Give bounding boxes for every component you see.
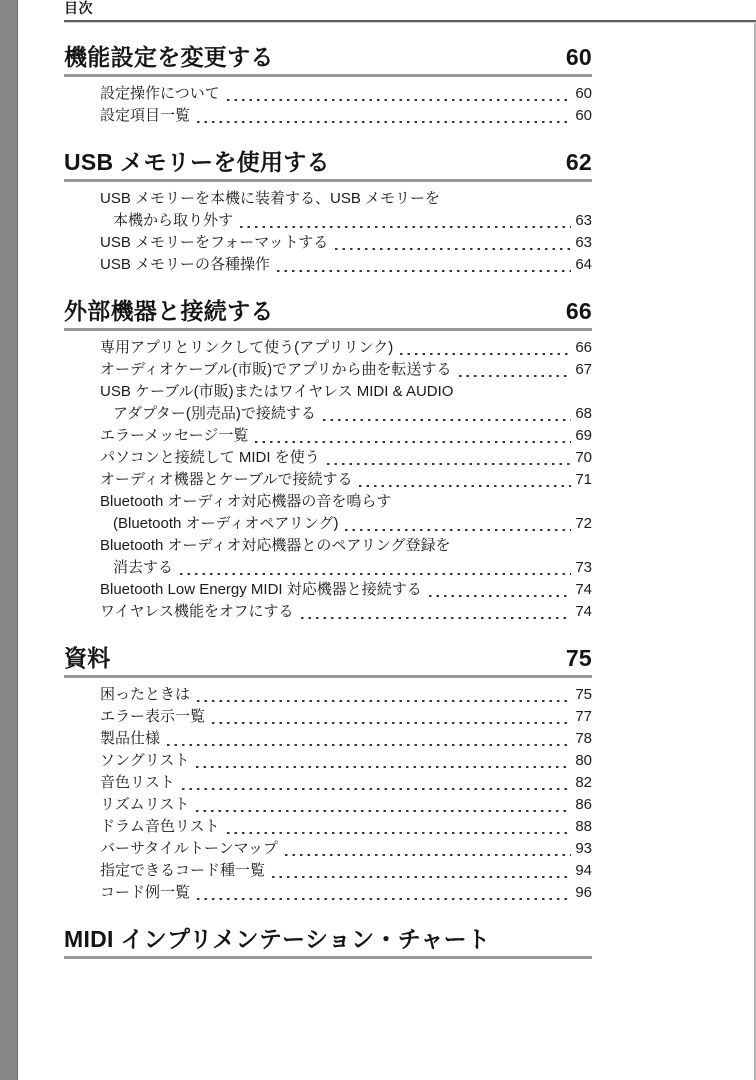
toc-page	[64, 22, 592, 959]
toc-entry-line	[100, 210, 592, 232]
section-heading	[64, 926, 592, 959]
entry-text: 消去する	[113, 559, 174, 576]
entry-text: エラー表示一覧	[100, 708, 206, 725]
entry-text: Bluetooth オーディオ対応機器とのペアリング登録を	[100, 537, 451, 554]
toc-entry-line	[100, 838, 592, 860]
toc-entry	[100, 254, 592, 276]
entry-page-number: 80	[575, 752, 592, 769]
entry-text: 指定できるコード種一覧	[100, 862, 266, 879]
dot-leader	[301, 617, 572, 619]
dot-leader	[327, 463, 572, 465]
toc-entry	[100, 860, 592, 882]
toc-entry-line	[100, 469, 592, 491]
toc-entry	[100, 491, 592, 535]
section-items	[64, 684, 592, 904]
section-heading	[64, 645, 592, 678]
entry-page-number: 60	[575, 85, 592, 102]
toc-entry-line	[100, 772, 592, 794]
entry-page-number: 63	[575, 234, 592, 251]
toc-entry-line	[100, 601, 592, 623]
entry-page-number: 71	[575, 471, 592, 488]
entry-text: 設定項目一覧	[100, 107, 191, 124]
toc-entry	[100, 794, 592, 816]
section-title: USB メモリーを使用する	[64, 149, 330, 175]
toc-entry-line	[100, 491, 592, 513]
entry-text: バーサタイルトーンマップ	[100, 840, 279, 857]
entry-text: ワイヤレス機能をオフにする	[100, 603, 294, 620]
entry-text: オーディオケーブル(市販)でアプリから曲を転送する	[100, 361, 452, 378]
toc-entry	[100, 706, 592, 728]
entry-page-number: 66	[575, 339, 592, 356]
toc-entry	[100, 188, 592, 232]
entry-page-number: 75	[575, 686, 592, 703]
toc-entry	[100, 359, 592, 381]
dot-leader	[197, 898, 571, 900]
section-title: 機能設定を変更する	[64, 44, 274, 70]
section-items	[64, 337, 592, 623]
toc-entry-line	[100, 535, 592, 557]
section-page-number: 60	[565, 44, 592, 70]
entry-page-number: 82	[575, 774, 592, 791]
dot-leader	[180, 573, 571, 575]
toc-entry	[100, 83, 592, 105]
section-items	[64, 83, 592, 127]
toc-entry-line	[100, 882, 592, 904]
section-heading	[64, 298, 592, 331]
dot-leader	[359, 485, 571, 487]
toc-entry-line	[100, 728, 592, 750]
toc-section	[64, 149, 592, 276]
entry-page-number: 88	[575, 818, 592, 835]
toc-section	[64, 926, 592, 959]
toc-entry-line	[100, 579, 592, 601]
toc-entry	[100, 838, 592, 860]
toc-page-header: 目次	[64, 0, 93, 16]
dot-leader	[227, 832, 572, 834]
section-page-number: 75	[565, 645, 592, 671]
entry-page-number: 72	[575, 515, 592, 532]
section-items	[64, 188, 592, 276]
entry-text: コード例一覧	[100, 884, 191, 901]
toc-entry	[100, 337, 592, 359]
dot-leader	[212, 722, 571, 724]
dot-leader	[335, 248, 571, 250]
entry-text: Bluetooth Low Energy MIDI 対応機器と接続する	[100, 581, 422, 598]
toc-entry-line	[100, 557, 592, 579]
entry-text: エラーメッセージ一覧	[100, 427, 249, 444]
entry-text: 製品仕様	[100, 730, 161, 747]
dot-leader	[400, 353, 571, 355]
section-title: 外部機器と接続する	[64, 298, 274, 324]
dot-leader	[459, 375, 572, 377]
toc-entry-line	[100, 403, 592, 425]
section-page-number: 66	[565, 298, 592, 324]
entry-page-number: 68	[575, 405, 592, 422]
toc-entry	[100, 469, 592, 491]
toc-entry	[100, 232, 592, 254]
entry-text: USB ケーブル(市販)またはワイヤレス MIDI & AUDIO	[100, 383, 454, 400]
entry-page-number: 70	[575, 449, 592, 466]
dot-leader	[255, 441, 571, 443]
entry-text: ドラム音色リスト	[100, 818, 220, 835]
entry-text: パソコンと接続して MIDI を使う	[100, 449, 320, 466]
dot-leader	[196, 810, 571, 812]
toc-entry-line	[100, 254, 592, 276]
dot-leader	[345, 529, 571, 531]
toc-entry	[100, 684, 592, 706]
toc-sections	[64, 44, 592, 959]
entry-page-number: 60	[575, 107, 592, 124]
toc-entry	[100, 105, 592, 127]
toc-entry	[100, 535, 592, 579]
entry-text: 専用アプリとリンクして使う(アプリリンク)	[100, 339, 394, 356]
section-heading	[64, 44, 592, 77]
entry-page-number: 63	[575, 212, 592, 229]
toc-entry-line	[100, 684, 592, 706]
toc-entry-line	[100, 447, 592, 469]
entry-page-number: 67	[575, 361, 592, 378]
toc-entry	[100, 601, 592, 623]
toc-entry-line	[100, 706, 592, 728]
dot-leader	[272, 876, 571, 878]
entry-text: アダプター(別売品)で接続する	[113, 405, 316, 422]
toc-entry-line	[100, 513, 592, 535]
toc-entry	[100, 816, 592, 838]
entry-text: (Bluetooth オーディオペアリング)	[113, 515, 339, 532]
entry-text: ソングリスト	[100, 752, 190, 769]
toc-section	[64, 44, 592, 127]
dot-leader	[323, 419, 571, 421]
toc-entry-line	[100, 381, 592, 403]
dot-leader	[240, 226, 571, 228]
section-page-number: 62	[565, 149, 592, 175]
section-title: 資料	[64, 645, 111, 671]
toc-entry-line	[100, 860, 592, 882]
page-left-shadow-bar	[0, 0, 18, 1080]
dot-leader	[167, 744, 571, 746]
toc-entry-line	[100, 105, 592, 127]
toc-entry-line	[100, 794, 592, 816]
entry-text: リズムリスト	[100, 796, 190, 813]
toc-entry	[100, 728, 592, 750]
toc-entry	[100, 381, 592, 425]
entry-page-number: 93	[575, 840, 592, 857]
dot-leader	[277, 270, 571, 272]
entry-page-number: 86	[575, 796, 592, 813]
section-title: MIDI インプリメンテーション・チャート	[64, 926, 491, 952]
dot-leader	[227, 99, 572, 101]
entry-page-number: 69	[575, 427, 592, 444]
toc-entry	[100, 882, 592, 904]
toc-entry	[100, 447, 592, 469]
entry-text: USB メモリーの各種操作	[100, 256, 271, 273]
dot-leader	[285, 854, 571, 856]
toc-entry	[100, 425, 592, 447]
toc-entry-line	[100, 750, 592, 772]
entry-text: 本機から取り外す	[113, 212, 234, 229]
dot-leader	[197, 700, 571, 702]
dot-leader	[197, 121, 571, 123]
toc-entry-line	[100, 816, 592, 838]
toc-section	[64, 298, 592, 623]
entry-page-number: 74	[575, 581, 592, 598]
entry-page-number: 74	[575, 603, 592, 620]
entry-page-number: 77	[575, 708, 592, 725]
entry-page-number: 73	[575, 559, 592, 576]
entry-page-number: 64	[575, 256, 592, 273]
toc-section	[64, 645, 592, 904]
entry-page-number: 78	[575, 730, 592, 747]
entry-page-number: 94	[575, 862, 592, 879]
toc-entry-line	[100, 359, 592, 381]
dot-leader	[182, 788, 572, 790]
entry-text: Bluetooth オーディオ対応機器の音を鳴らす	[100, 493, 392, 510]
entry-text: 音色リスト	[100, 774, 175, 791]
toc-entry-line	[100, 337, 592, 359]
toc-entry	[100, 579, 592, 601]
entry-page-number: 96	[575, 884, 592, 901]
entry-text: 設定操作について	[100, 85, 220, 102]
dot-leader	[429, 595, 572, 597]
toc-entry	[100, 750, 592, 772]
entry-text: USB メモリーを本機に装着する、USB メモリーを	[100, 190, 441, 207]
toc-entry	[100, 772, 592, 794]
toc-entry-line	[100, 232, 592, 254]
section-heading	[64, 149, 592, 182]
entry-text: 困ったときは	[100, 686, 191, 703]
toc-entry-line	[100, 83, 592, 105]
entry-text: オーディオ機器とケーブルで接続する	[100, 471, 353, 488]
entry-text: USB メモリーをフォーマットする	[100, 234, 329, 251]
toc-entry-line	[100, 188, 592, 210]
toc-entry-line	[100, 425, 592, 447]
dot-leader	[196, 766, 571, 768]
